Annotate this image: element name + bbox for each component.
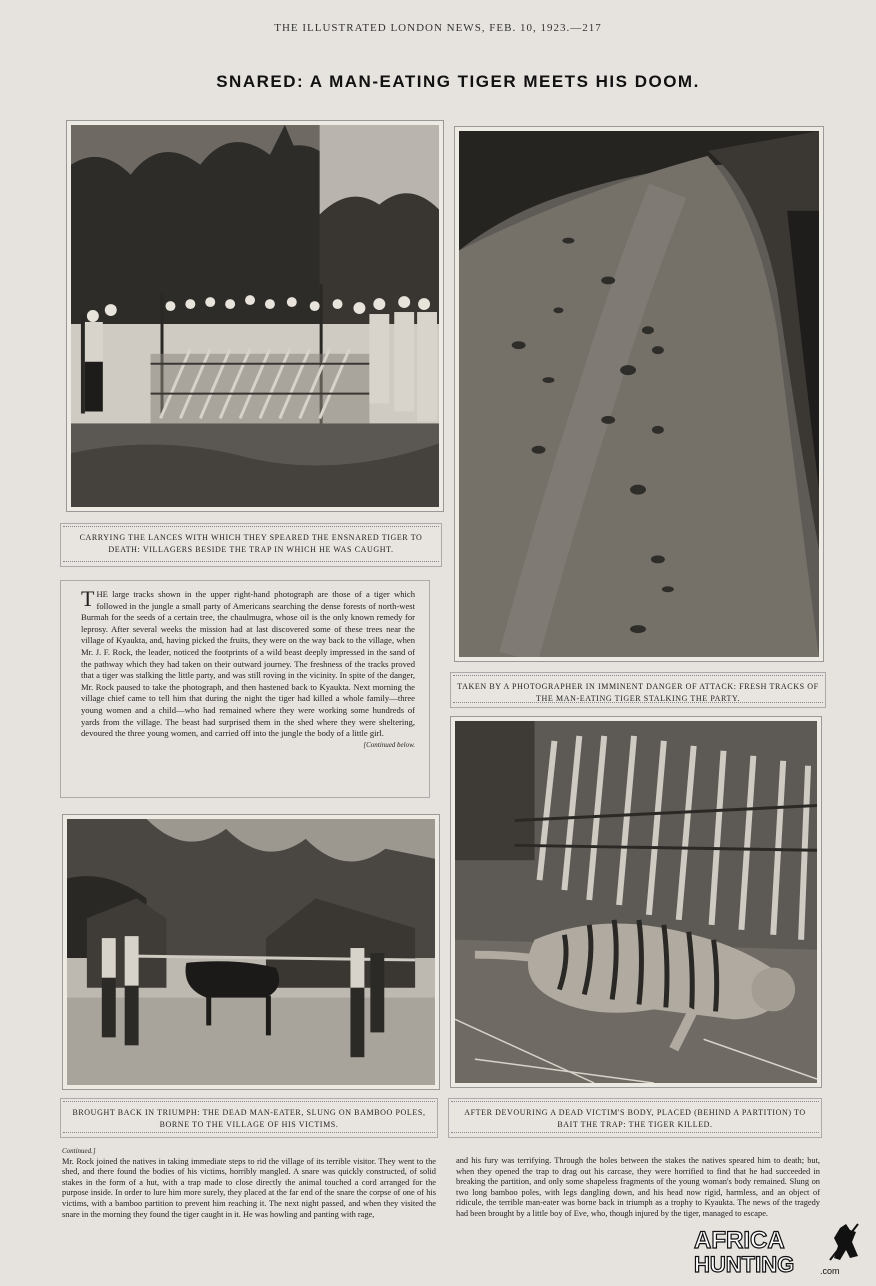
running-head: THE ILLUSTRATED LONDON NEWS, FEB. 10, 1923.—217: [274, 22, 602, 34]
caption-triumph: BROUGHT BACK IN TRIUMPH: THE DEAD MAN-EATER, SLUNG ON BAMBOO POLES, BORNE TO THE VILLAGE OF HIS VICTIMS.: [60, 1098, 438, 1138]
continuation-left: [62, 1146, 436, 1220]
watermark-line1: AFRICA: [694, 1227, 785, 1254]
triumph-image: [67, 819, 435, 1085]
article-intro: [60, 580, 430, 798]
villagers-image: [71, 125, 439, 507]
tracks-image: [459, 131, 819, 657]
page-title: SNARED: A MAN-EATING TIGER MEETS HIS DOOM.: [216, 72, 700, 91]
photo-triumph: [62, 814, 440, 1090]
photo-villagers-trap: [66, 120, 444, 512]
continuation-right-text: and his fury was terrifying. Through the holes between the stakes the natives speared him to death; but, when they opened the trap to drag out his carcase, they were horrified to find that he had succeeded in breaking the partition, and only some shapeless fragments of the young woman's body remained. Slung on two long bamboo poles, with legs dangling down, and his head now rigid, harmless, and an object of ridicule, the terrible man-eater was borne back in triumph as a trophy to Kyaukta. The news of the tragedy had been brought by a little boy of Eve, who, though injured by the tiger, managed to escape.: [456, 1156, 820, 1218]
caption-villagers: CARRYING THE LANCES WITH WHICH THEY SPEARED THE ENSNARED TIGER TO DEATH: VILLAGERS BESIDE THE TRAP IN WHICH HE WAS CAUGHT.: [60, 523, 442, 567]
continuation-left-text: Mr. Rock joined the natives in taking immediate steps to rid the village of its terrible visitor. They went to the shed, and there found the bodies of his victims, horribly mangled. A snare was quickly constructed, of solid stakes in the form of a hut, with a trap made to close directly the animal touched a cord arranged for the purpose inside. In order to lure him more surely, they placed at the far end of the snare the corpse of one of his victims, with a bamboo partition to prevent him reaching it. The next night passed, and when they visited the snare in the morning they found the tiger caught in it. He was howling and panting with rage,: [62, 1156, 436, 1219]
article-body: HE large tracks shown in the upper right-hand photograph are those of a tiger which followed in the jungle a small party of Americans searching the dense forests of north-west Burmah for the seeds of a certain tree, the chaulmugra, whose oil is the only known remedy for leprosy. After several weeks the mission had at last discovered some of these trees near the village of Kyaukta, and, having picked the fruits, they were on the way back to the village, when Mr. J. F. Rock, the leader, noticed the footprints of a wild beast deeply impressed in the sand of the pathway which they had taken on their outward journey. The freshness of the tracks proved that a tiger was stalking the little party, and was still roving in the vicinity. In spite of the danger, Mr. Rock paused to take the photograph, and then hastened back to Kyaukta. Next morning the village chief came to tell him that during the night the tiger had killed a whole family—three young women and a child—who had remained where they were working some hundreds of yards from the village. The beast had surprised them in the shed where they were sheltering, devoured the three young women, and carried off into the jungle the body of a little girl.: [81, 589, 415, 739]
watermark-line2: HUNTING: [694, 1252, 795, 1277]
continued-label: Continued.]: [62, 1147, 96, 1155]
tiger-killed-image: [455, 721, 817, 1083]
continuation-right: [456, 1156, 820, 1220]
photo-tiger-tracks: [454, 126, 824, 662]
africahunting-logo-icon: [690, 1220, 870, 1278]
caption-killed: AFTER DEVOURING A DEAD VICTIM'S BODY, PLACED (BEHIND A PARTITION) TO BAIT THE TRAP: THE TIGER KILLED.: [448, 1098, 822, 1138]
caption-tracks: TAKEN BY A PHOTOGRAPHER IN IMMINENT DANGER OF ATTACK: FRESH TRACKS OF THE MAN-EATING TIGER STALKING THE PARTY.: [450, 672, 826, 708]
photo-tiger-killed: [450, 716, 822, 1088]
africahunting-watermark: [690, 1220, 870, 1278]
watermark-suffix: .com: [820, 1266, 840, 1276]
drop-cap: T: [81, 586, 95, 611]
continued-note: [Continued below.: [363, 740, 415, 749]
